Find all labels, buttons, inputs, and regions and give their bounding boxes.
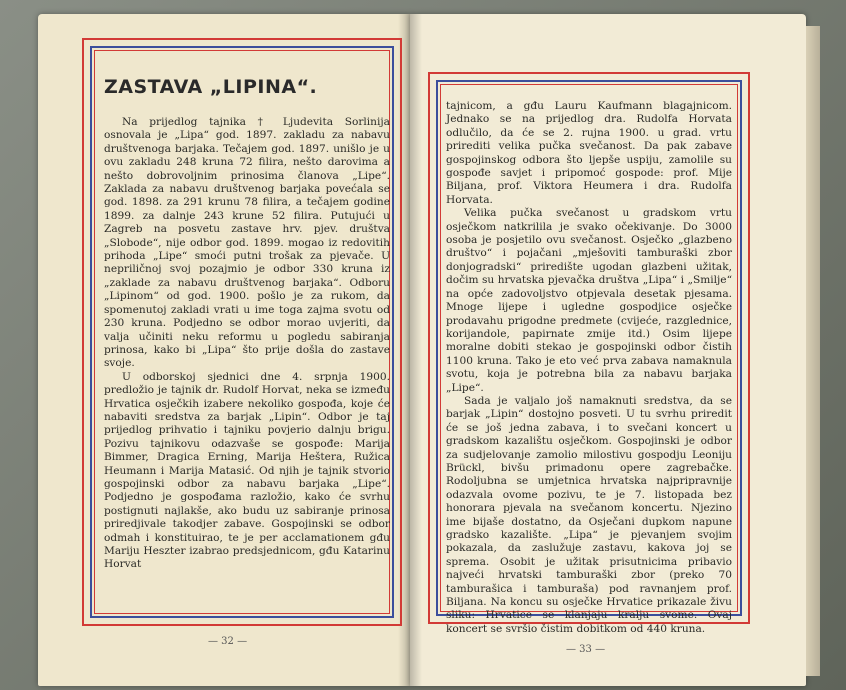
- page-number-left: — 32 —: [208, 636, 248, 647]
- paragraph: tajnicom, a gđu Lauru Kaufmann blagajnicom. Jednako se na prijedlog dra. Rudolfa Horvata odlučilo, da će se 2. rujna 1900. u grad. vrtu prirediti velika pučka svečanost. Da pak zabave gospojinskog odbora što ljepše uspiju, zamolile su gospođe savjet i pripomoć gospode: prof. Mije Biljana, prof. Viktora Heumera i dra. Rudolfa Horvata.: [446, 100, 732, 206]
- right-body-text: [446, 100, 732, 636]
- page-edges: [806, 26, 820, 676]
- paragraph: Sada je valjalo još namaknuti sredstva, da se barjak „Lipin“ dostojno posveti. U tu svrhu priredit će se još jedna zabava, i to svečani koncert u gradskom kazalištu osječkom. Gospojinski je odbor za sudjelovanje zamolio milostivu gospodju Leoniju Brückl, bivšu primadonu opere zagrebačke. Rodoljubna se umjetnica hrvatska najpripravnije odazvala ovome pozivu, te je 7. listopada bez honorara pjevala na svečanom koncertu. Njezino ime bijaše dostatno, da Osječani dupkom napune gradsko kazalište. „Lipa“ je pjevanjem svojim pokazala, da zaslužuje zastavu, kakova joj se sprema. Osobit je užitak prisutnicima pribavio najveći hrvatski tamburaški zbor (preko 70 tamburašica i tamburaša) pod ravnanjem prof. Biljana. Na koncu su osječke Hrvatice prikazale živu sliku: Hrvatice se klanjaju kralju svome. Ovaj koncert se svršio čistim dobitkom od 440 kruna.: [446, 394, 732, 635]
- left-body-text: [104, 116, 390, 572]
- paragraph: Na prijedlog tajnika † Ljudevita Sorlinija osnovala je „Lipa“ god. 1897. zakladu za nabavu društvenoga barjaka. Tečajem god. 1897. unišlo je u ovu zakladu 248 kruna 72 filira, nešto darovima a nešto dobrovoljnim prinosima članova „Lipe“. Zaklada za nabavu društvenog barjaka povećala se god. 1898. za 291 krunu 78 filira, a tečajem godine 1899. za dalnje 243 krune 52 filira. Putujući u Zagreb na posvetu zastave hrv. pjev. društva „Slobode“, nije odbor god. 1899. mogao iz redovitih prihoda „Lipe“ smoći putni trošak za pjevače. U nepriličnoj svoj pozajmio je odbor 330 kruna iz „zaklade za nabavu društvenog barjaka“. Odboru „Lipinom“ od god. 1900. pošlo je za rukom, da spomenutoj zakladi vrati u ime toga zajma svotu od 230 kruna. Podjedno se odbor morao uvjeriti, da valja učiniti neku reformu u pogledu sabiranja prinosa, kako bi „Lipa“ što prije došla do zastave svoje.: [104, 116, 390, 370]
- chapter-title: ZASTAVA „LIPINA“.: [104, 76, 318, 98]
- left-page-content: [104, 62, 390, 572]
- right-page-content: [446, 100, 732, 636]
- page-number-right: — 33 —: [566, 644, 606, 655]
- paragraph: U odborskoj sjednici dne 4. srpnja 1900. predložio je tajnik dr. Rudolf Horvat, neka se između Hrvatica osječkih izabere nekoliko gospođa, koje će nabaviti sredstva za barjak „Lipin“. Odbor je taj prijedlog prihvatio i tajniku povjerio dalnju brigu. Pozivu tajnikovu odazvaše se gospođe: Marija Bimmer, Dragica Erning, Marija Heštera, Ružica Heumann i Marija Matasić. Od njih je tajnik stvorio gospojinski odbor za nabavu barjaka „Lipe“. Podjedno je gospođama razložio, kako će svrhu postignuti najlakše, ako budu uz sabiranje prinosa priredjivale takodjer zabave. Gospojinski se odbor odmah i konstituirao, te je per acclamationem gđu Mariju Heszter izabrao predsjednicom, gđu Katarinu Horvat: [104, 370, 390, 571]
- paragraph: Velika pučka svečanost u gradskom vrtu osječkom natkrilila je svako očekivanje. Do 3000 osoba je posjetilo ovu svečanost. Osječko „glazbeno društvo“ i pojačani „mješoviti tamburaški zbor donjogradski“ priredište ugodan glazbeni užitak, dočim su hrvatska pjevačka društva „Lipa“ i „Smilje“ na opće zadovoljstvo otpjevala desetak pjesama. Mnoge lijepe i ugledne gospodjice osječke prodavahu prigodne predmete (cvijeće, razglednice, korijandole, papirnate zmije itd.) Osim lijepe moralne dobiti stekao je gospojinski odbor čistih 1100 kruna. Tako je eto već prva zabava namaknula svotu, koja je potrebna bila za nabavu barjaka „Lipe“.: [446, 207, 732, 394]
